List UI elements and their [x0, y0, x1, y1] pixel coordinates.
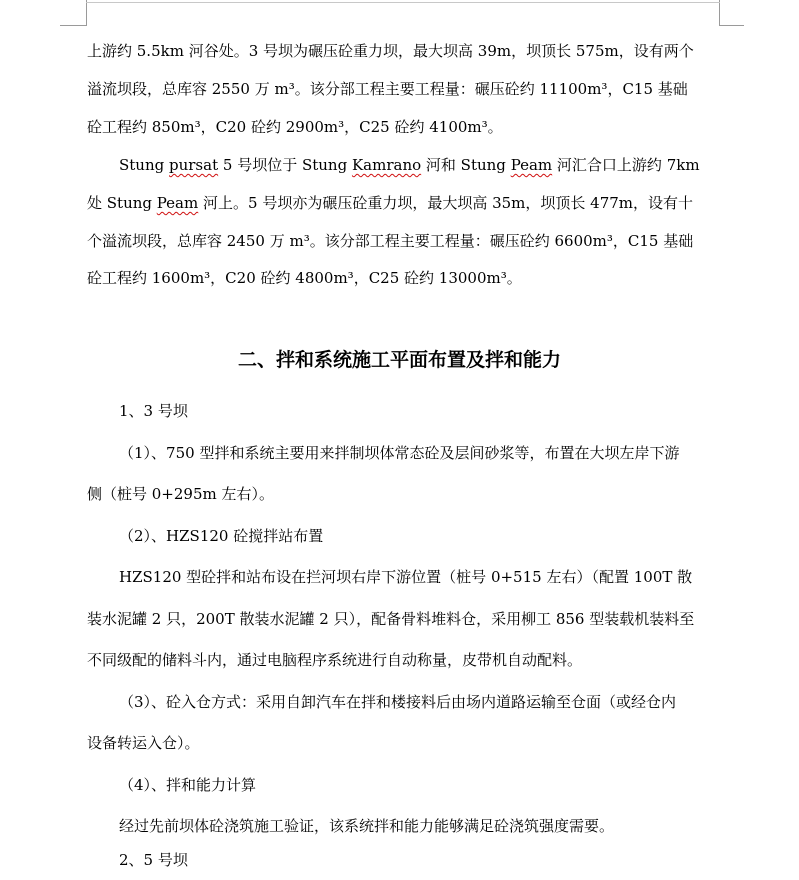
spelling-flagged-word[interactable]: Peam	[510, 156, 553, 174]
section-heading: 二、拌和系统施工平面布置及拌和能力	[237, 349, 561, 371]
text-run: 河和 Stung	[421, 156, 511, 174]
body-text-line: 侧（桩号 0+295m 左右）。	[87, 485, 275, 503]
item-title: （4）、拌和能力计算	[119, 776, 257, 794]
body-text-line: 个溢流坝段，总库容 2450 万 m³。该分部工程主要工程量：碾压砼约 6600m³，C15 基础	[87, 232, 694, 250]
spelling-flagged-word[interactable]: Kamrano	[351, 156, 422, 174]
body-text-line	[87, 193, 727, 213]
body-text-line	[119, 155, 759, 175]
spelling-flagged-word[interactable]: pursat	[169, 156, 219, 174]
text-run: 河汇合口上游约 7km	[552, 156, 700, 174]
text-run: 处 Stung	[87, 194, 157, 212]
crop-mark-left-vertical	[86, 0, 87, 26]
body-text-line: （3）、砼入仓方式：采用自卸汽车在拌和楼接料后由场内道路运输至仓面（或经仓内	[119, 693, 677, 711]
crop-mark-right-vertical	[719, 0, 720, 26]
crop-mark-left-horizontal	[60, 25, 87, 26]
body-text-line: 不同级配的储料斗内，通过电脑程序系统进行自动称量，皮带机自动配料。	[87, 651, 583, 669]
body-text-line: （1）、750 型拌和系统主要用来拌制坝体常态砼及层间砂浆等，布置在大坝左岸下游	[119, 444, 680, 462]
text-run: Stung	[119, 156, 169, 174]
body-text-line: 溢流坝段，总库容 2550 万 m³。该分部工程主要工程量：碾压砼约 11100m³，C15 基础	[87, 80, 688, 98]
spelling-flagged-word[interactable]: Peam	[156, 194, 199, 212]
body-text-line: 装水泥罐 2 只，200T 散装水泥罐 2 只），配备骨料堆料仓，采用柳工 856 型装载机装料至	[87, 610, 695, 628]
body-text-line: 砼工程约 850m³，C20 砼约 2900m³，C25 砼约 4100m³。	[87, 118, 503, 136]
item-title: （2）、HZS120 砼搅拌站布置	[119, 527, 324, 545]
body-text-line: 设备转运入仓）。	[87, 734, 200, 752]
subsection-title: 1、3 号坝	[119, 402, 188, 420]
body-text-line: 经过先前坝体砼浇筑施工验证，该系统拌和能力能够满足砼浇筑强度需要。	[119, 817, 615, 835]
page-top-border	[86, 2, 720, 3]
crop-mark-right-horizontal	[719, 25, 744, 26]
text-run: 5 号坝位于 Stung	[218, 156, 352, 174]
body-text-line: 上游约 5.5km 河谷处。3 号坝为碾压砼重力坝，最大坝高 39m，坝顶长 575m，设有两个	[87, 42, 694, 60]
subsection-title: 2、5 号坝	[119, 851, 188, 869]
body-text-line: HZS120 型砼拌和站布设在拦河坝右岸下游位置（桩号 0+515 左右）（配置 100T 散	[119, 568, 693, 586]
body-text-line: 砼工程约 1600m³，C20 砼约 4800m³，C25 砼约 13000m³。	[87, 269, 522, 287]
text-run: 河上。5 号坝亦为碾压砼重力坝，最大坝高 35m，坝顶长 477m，设有十	[198, 194, 694, 212]
